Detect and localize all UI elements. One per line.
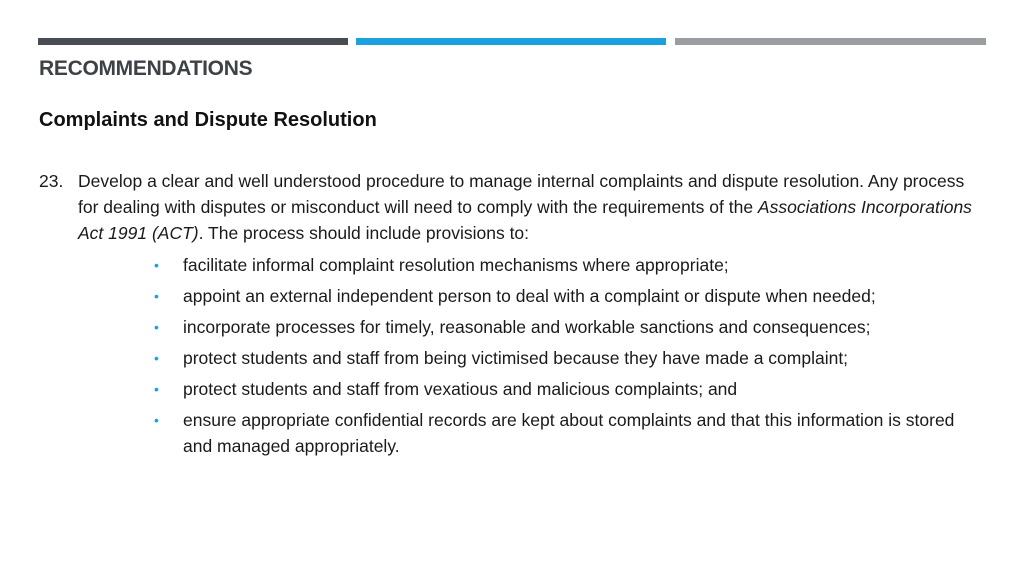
recommendation-intro: Develop a clear and well understood procedure to manage internal complaints and dispute resolution. Any process for dealing with disputes or misconduct will need to comply with the requirements of the xyxy=(78,171,965,217)
bullet-icon: • xyxy=(154,319,159,335)
provisions-list xyxy=(78,252,979,459)
list-item-text: ensure appropriate confidential records are kept about complaints and that this information is stored and managed appropriately. xyxy=(183,410,955,456)
list-item-text: protect students and staff from vexatious and malicious complaints; and xyxy=(183,379,738,399)
top-bar-light-gray xyxy=(675,38,986,45)
list-item xyxy=(78,314,979,340)
list-item-text: incorporate processes for timely, reasonable and workable sanctions and consequences; xyxy=(183,317,871,337)
bullet-icon: • xyxy=(154,381,159,397)
recommendation-item xyxy=(39,168,979,464)
list-item xyxy=(78,407,979,459)
slide-title: RECOMMENDATIONS xyxy=(39,57,253,80)
decorative-top-bars xyxy=(38,38,986,45)
bullet-icon: • xyxy=(154,257,159,273)
bullet-icon: • xyxy=(154,412,159,428)
top-bar-dark-gray xyxy=(38,38,348,45)
section-subtitle: Complaints and Dispute Resolution xyxy=(39,109,377,131)
act-reference: Associations Incorporations Act 1991 (ACT) xyxy=(78,197,972,243)
list-item xyxy=(78,283,979,309)
recommendation-text xyxy=(78,168,979,459)
list-item xyxy=(78,345,979,371)
list-item-text: appoint an external independent person to deal with a complaint or dispute when needed; xyxy=(183,286,876,306)
bullet-icon: • xyxy=(154,350,159,366)
recommendation-intro-end: . The process should include provisions to: xyxy=(198,223,530,243)
list-item xyxy=(78,252,979,278)
recommendation-number: 23. xyxy=(39,171,64,191)
list-item-text: protect students and staff from being victimised because they have made a complaint; xyxy=(183,348,849,368)
bullet-icon: • xyxy=(154,288,159,304)
list-item-text: facilitate informal complaint resolution mechanisms where appropriate; xyxy=(183,255,729,275)
list-item xyxy=(78,376,979,402)
top-bar-blue xyxy=(356,38,666,45)
